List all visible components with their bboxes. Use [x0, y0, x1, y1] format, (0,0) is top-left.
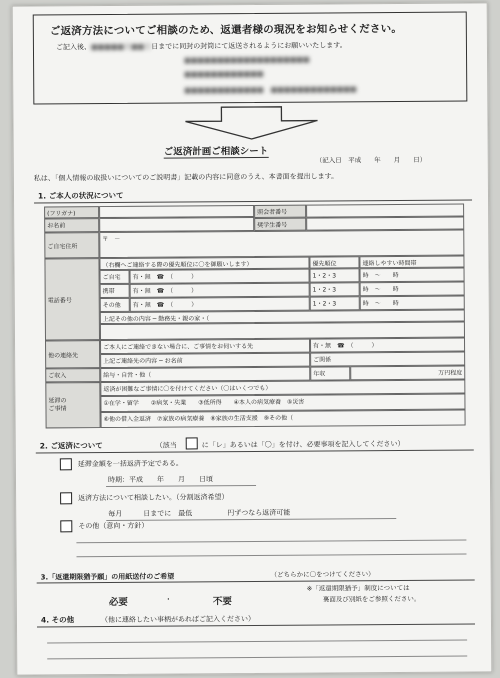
- other-paren: （ ）: [170, 301, 198, 309]
- section2-note-b: に「レ」あるいは「〇」を付け、必要事項を記入してください）: [201, 439, 405, 450]
- other-detail[interactable]: 上記その他の内容 ─ 勤務先・親の家・（: [100, 310, 465, 325]
- section4-heading: 4. その他: [40, 615, 75, 625]
- opt3-line-2[interactable]: [77, 554, 467, 558]
- redacted-contact: ■■■■■■■■■■■■ ■■■■■■■■■■■■■: [184, 85, 357, 95]
- notice-body: [56, 41, 347, 52]
- section1-heading: 1. ご本人の状況について: [37, 190, 124, 201]
- hardship-options-2[interactable]: ⑥他の借入金返済 ⑦家族の病気療養 ⑧家族の生活支援 ⑨その他（: [101, 410, 466, 429]
- hardship-note: 返済が困難なご事情に〇を付けてください（〇はいくつでも）: [100, 380, 465, 397]
- address-field[interactable]: [99, 230, 464, 259]
- other-line-2[interactable]: [47, 656, 467, 660]
- mobile-time[interactable]: 時 〜 時: [360, 282, 465, 297]
- contact-phone[interactable]: 有・無 ☎ （ ）: [310, 338, 465, 353]
- opt2-label: 返済方法について相談したい。（分割返済希望）: [78, 493, 229, 503]
- phone-note: （右欄へご連絡する際の優先順位に〇を御願いします）: [99, 257, 309, 270]
- redacted-company: ■■■■■■■■■■■■■■■■■■■: [184, 55, 310, 65]
- occupation-options[interactable]: 給与・自営・他（: [100, 367, 310, 382]
- opt3-checkbox[interactable]: [60, 520, 72, 532]
- contact-has-none: 有・無: [313, 342, 332, 350]
- form-sheet: ご返済方法についてご相談のため、返還者様の現況をお知らせください。 ご記入後、■■■■■月■■日日までに同封の封筒にて返送されるようにお願いいたします。 ■■■■■■■■■■■■■■■■■■■ ■■■■■■■■■■■■ ■■■■■■■■■■■■ ■■■■■■■■■■■■■ ご返済計画ご相談シート （記入日 平成 年 月 日） 私は、「個人情報の取扱いについてのご説明書」記載の内容に同意のうえ、本書面を提出します。 1. ご本人の状況について (フリガナ) お名前 照会者番号 奨学生番号 ご自宅住所 〒 － 電話番号 （右欄へご連絡する際の優先順位に〇を御願いします） 優先順位 連絡しやすい時間帯 ご自宅 有・無 ☎ （ ） 1・2・3 時 〜 時 携帯 有・無 ☎ （ ） 1・2・3 時 〜 時 その他 有・無 ☎ （ ） 1・2・3 時 〜 時 上記その他の内容 ─ 勤務先・親の家・（ 他の連絡先 ご本人にご連絡できない場合に、ご事情をお伺いする先 有・無 ☎ （ ） 上記ご連絡先の内容 ─ お名前 ご関係 ご収入 給与・自営・他（ 年収 万円程度 延滞の ご事情 返済が困難なご事情に〇を付けてください（〇はいくつでも） ①在学・留学 ②病気・失業 ③低所得 ④本人の病気療養 ⑤災害 ⑥他の借入金返済 ⑦家族の病気療養 ⑧家族の生活支援 ⑨その他（ 2. ご返済について （該当 に「レ」あるいは「〇」を付け、必要事項を記入してください） 延滞金額を一括返済予定である。 時期：平成 年 月 日頃 返済方法について相談したい。（分割返済希望） 毎月 日までに 最低 円ずつなら返済可能 その他（意向・方針） 3.「返還期限猶予願」の用紙送付のご希望 （どちらかに〇をつけてください） ※「返還期限猶予」制度については 裏面及び別紙をご参照ください。 必要 ・ 不要 4. その他 （他に連絡したい事柄があればご記入ください）: [12, 2, 493, 675]
- mobile-priority[interactable]: 1・2・3: [310, 282, 360, 296]
- other-line-1[interactable]: [47, 640, 467, 644]
- legend-checkbox: [186, 437, 198, 449]
- option-need[interactable]: 必要: [108, 596, 128, 609]
- mobile-paren: （ ）: [170, 287, 198, 295]
- mobile-has-none: 有・無: [132, 287, 151, 295]
- contact-label: 他の連絡先: [45, 340, 100, 368]
- hardship-options-1[interactable]: ①在学・留学 ②病気・失業 ③低所得 ④本人の病気療養 ⑤災害: [100, 394, 465, 413]
- hardship-label: 延滞の ご事情: [45, 382, 100, 428]
- income-label: ご収入: [45, 368, 100, 382]
- annual-income-field[interactable]: 万円程度: [350, 366, 465, 381]
- section2-heading: 2. ご返済について: [39, 441, 103, 451]
- opt2-checkbox[interactable]: [60, 492, 72, 504]
- address-label: ご自宅住所: [44, 232, 99, 258]
- section2-note-a: （該当: [155, 441, 177, 450]
- form-title: ご返済計画ご相談シート: [164, 143, 269, 159]
- account-no-label: 照会者番号: [254, 205, 306, 218]
- contact-name[interactable]: 上記ご連絡先の内容 ─ お名前: [100, 353, 310, 368]
- other-time[interactable]: 時 〜 時: [360, 296, 465, 311]
- account-no-field[interactable]: [306, 204, 464, 218]
- home-paren: （ ）: [170, 273, 198, 281]
- contact-relation[interactable]: ご関係: [310, 352, 465, 367]
- home-time[interactable]: 時 〜 時: [360, 268, 465, 283]
- home-phone-field[interactable]: 有・無 ☎ （ ）: [130, 269, 310, 284]
- name-label: お名前: [44, 218, 99, 232]
- time-header: 連絡しやすい時間帯: [359, 256, 464, 269]
- opt3-label: その他（意向・方針）: [78, 521, 149, 531]
- mobile-field[interactable]: 有・無 ☎ （ ）: [130, 283, 310, 298]
- section3-info-2: 裏面及び別紙をご参照ください。: [322, 594, 421, 604]
- option-not-need[interactable]: 不要: [212, 596, 232, 608]
- section3-info: ※「返還期限猶予」制度については: [306, 583, 410, 593]
- entry-date: （記入日 平成 年 月 日）: [315, 155, 427, 165]
- down-arrow-icon: [181, 105, 321, 142]
- contact-note: ご本人にご連絡できない場合に、ご事情をお伺いする先: [100, 339, 310, 354]
- other-priority[interactable]: 1・2・3: [310, 296, 360, 310]
- section3-heading: 3.「返還期限猶予願」の用紙送付のご希望: [40, 572, 175, 582]
- annual-income-label: 年収: [310, 366, 350, 380]
- home-priority[interactable]: 1・2・3: [310, 268, 360, 282]
- postal-mark: 〒 －: [102, 235, 121, 244]
- opt2-detail[interactable]: 毎月 日までに 最低 円ずつなら返済可能: [108, 508, 291, 519]
- redacted-dept: ■■■■■■■■■■■■: [184, 69, 264, 79]
- home-has-none: 有・無: [132, 273, 151, 281]
- contact-paren: （ ）: [350, 342, 378, 350]
- opt1-label: 延滞金額を一括返済予定である。: [77, 459, 183, 469]
- opt1-period[interactable]: 時期：平成 年 月 日頃: [107, 475, 214, 485]
- redacted-date: ■■■■■月■■日: [90, 42, 152, 52]
- furigana-label: (フリガナ): [44, 206, 99, 218]
- mobile-label: 携帯: [100, 284, 130, 298]
- notice-body-text-end: 日までに同封の封筒にて返送されるようにお願いいたします。: [151, 41, 347, 51]
- notice-title: ご返済方法についてご相談のため、返還者様の現況をお知らせください。: [49, 22, 403, 38]
- opt1-checkbox[interactable]: [60, 458, 72, 470]
- notice-box: [33, 11, 468, 104]
- home-phone-label: ご自宅: [100, 270, 130, 284]
- section4-note: （他に連絡したい事柄があればご記入ください）: [100, 614, 255, 625]
- opt3-line-1[interactable]: [76, 540, 466, 544]
- phone-label: 電話番号: [44, 258, 100, 340]
- consent-statement: 私は、「個人情報の取扱いについてのご説明書」記載の内容に同意のうえ、本書面を提出します。: [33, 172, 339, 183]
- furigana-field[interactable]: [99, 205, 254, 218]
- other-has-none: 有・無: [132, 301, 151, 309]
- other-field[interactable]: 有・無 ☎ （ ）: [130, 297, 310, 312]
- section3-note: （どちらかに〇をつけてください）: [270, 570, 375, 579]
- scholar-no-label: 奨学生番号: [254, 218, 306, 231]
- notice-body-text: ご記入後、: [55, 43, 91, 52]
- scholar-no-field[interactable]: [306, 217, 464, 231]
- other-label: その他: [100, 298, 130, 312]
- name-field[interactable]: [99, 217, 254, 232]
- priority-header: 優先順位: [309, 256, 359, 268]
